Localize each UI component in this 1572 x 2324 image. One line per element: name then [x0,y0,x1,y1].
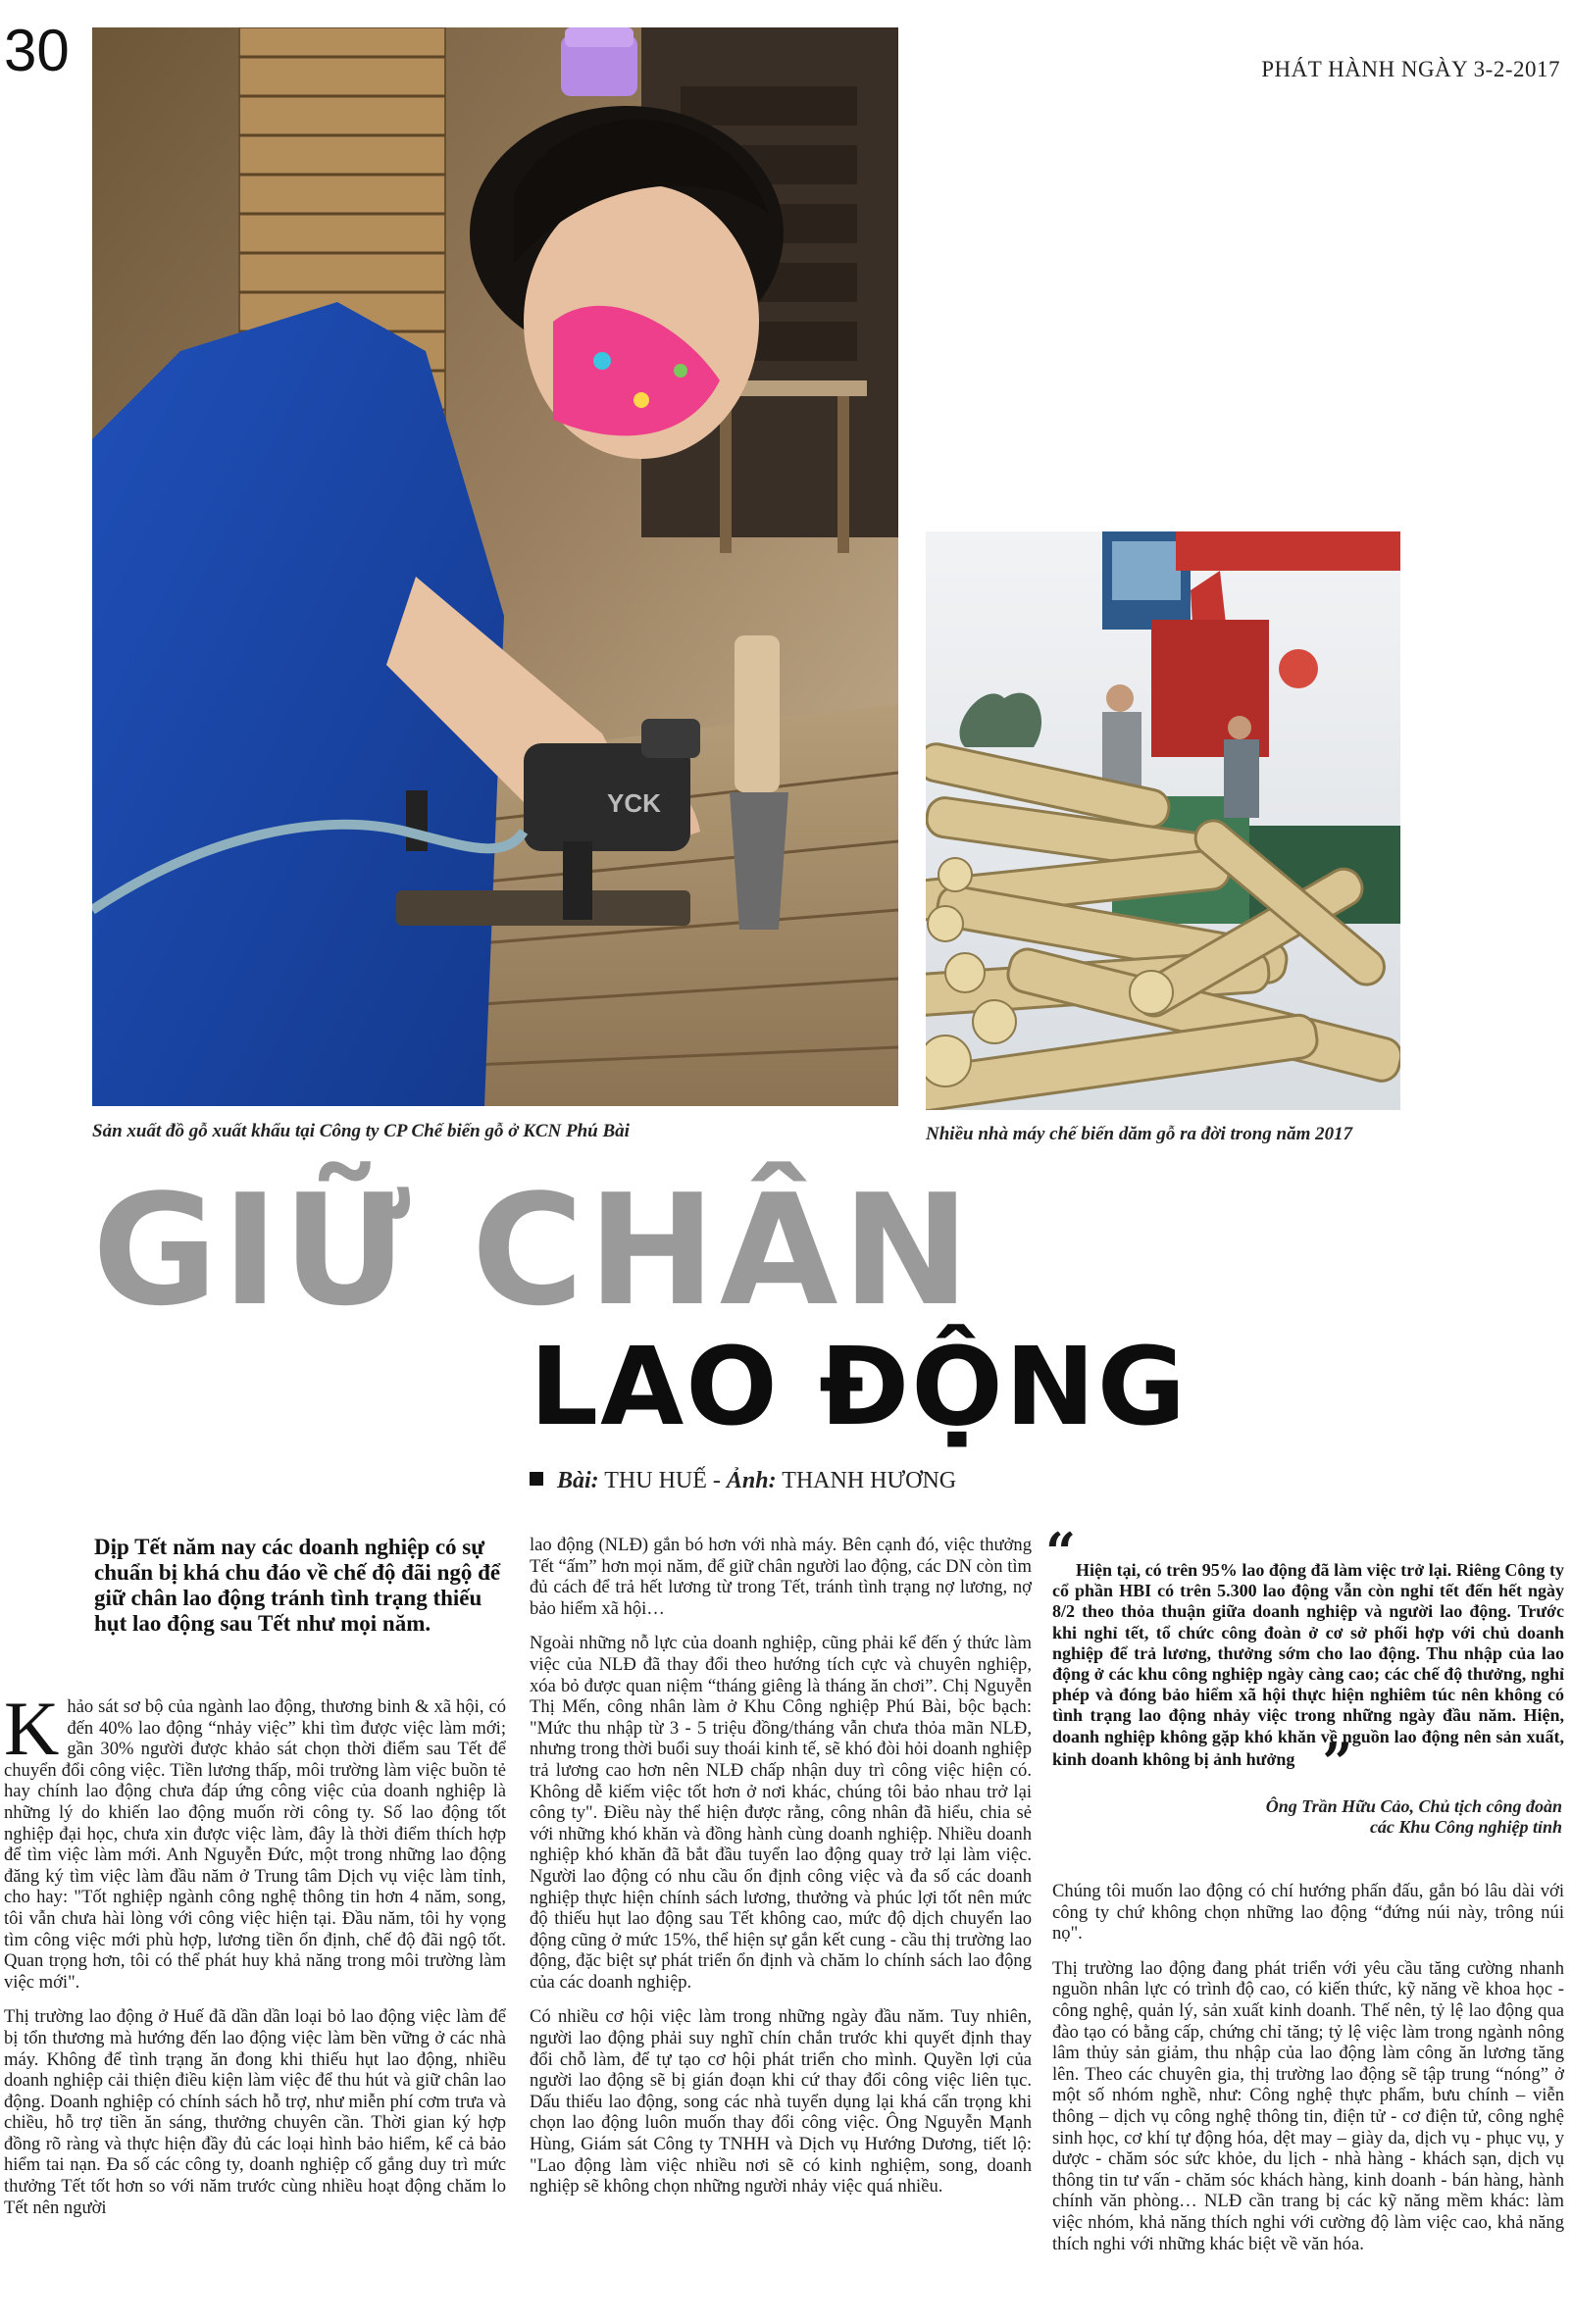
quote-attribution [1052,1796,1562,1838]
drop-cap: K [4,1686,60,1771]
page-number: 30 [4,18,70,83]
headline-line-2: LAO ĐỘNG [530,1324,1189,1449]
main-photo [92,27,898,1106]
byline-separator: - [706,1468,727,1493]
column-1 [4,1686,506,2232]
byline [530,1468,956,1494]
column-3-paragraph-2: Thị trường lao động đang phát triển với yêu cầu tăng cường nhanh nguồn nhân lực có trình độ cao, có kiến thức, kỹ năng về khoa học - công nghệ, quản lý, sản xuất kinh doanh. Thế nên, tỷ lệ lao động qua đào tạo có bằng cấp, chứng chỉ tăng; tỷ lệ việc làm trong ngành nông lâm thủy sản giảm, thu nhập của lao động làm công ăn lương tăng lên. Theo các chuyên gia, thị trường lao động sẽ tập trung “nóng” ở một số nhóm nghề, như: Công nghệ thực phẩm, bưu chính – viễn thông – dịch vụ công nghệ thông tin, điện tử - cơ điện tử, công nghệ sinh học, cơ khí tự động hóa, dệt may – giày da, dịch vụ - phục vụ, y dược - chăm sóc sức khỏe, du lịch - nhà hàng - khách sạn, dịch vụ thông tin tư vấn - chăm sóc khách hàng, kinh doanh - bán hàng, hành chính văn phòng… NLĐ cần trang bị các kỹ năng mềm khác: làm việc nhóm, khả năng thích nghi với cường độ làm việc cao, khả năng thích nghi với những khác biệt về văn hóa. [1052,1957,1564,2254]
column-1-paragraph-1 [4,1686,506,1993]
nailgun-brand: YCK [607,788,661,818]
byline-photographer: THANH HƯƠNG [782,1468,957,1493]
column-1-paragraph-1-text: hảo sát sơ bộ của ngành lao động, thương binh & xã hội, có đến 40% lao động “nhảy việc” khi tìm được việc làm mới; gần 30% người được khảo sát chọn thời điểm sau Tết để chuyển đổi công việc. Tiền lương thấp, môi trường làm việc buồn tẻ hay chính lao động chưa đáp ứng công việc của doanh nghiệp là những lý do khiến lao động muốn rời công ty. Số lao động tốt nghiệp đại học, chưa xin được việc làm, đây là thời điểm thích hợp để tìm việc làm mới. Anh Nguyễn Đức, một trong những lao động đăng ký tìm việc làm đầu năm ở Trung tâm Dịch vụ việc làm tỉnh, cho hay: "Tốt nghiệp ngành công nghệ thông tin hơn 4 năm, song, tôi vẫn chưa hài lòng với công việc hiện tại. Đầu năm, tôi hy vọng tìm công việc mới phù hợp, lương tiền ổn định, chế độ đãi ngộ tốt. Quan trọng hơn, tôi có thể phát huy khả năng trong môi trường làm việc mới". [4,1696,506,1993]
column-2 [530,1535,1032,2211]
column-2-paragraph-1: lao động (NLĐ) gắn bó hơn với nhà máy. Bên cạnh đó, việc thưởng Tết “ấm” hơn mọi năm, để giữ chân người lao động, các DN còn tìm đủ cách để trả hết lương từ trong Tết, tránh tình trạng nợ lương, nợ bảo hiểm xã hội… [530,1535,1032,1619]
main-photo-illustration [92,27,898,1106]
quote-open-mark: “ [1045,1521,1077,1584]
pull-quote-body [1052,1535,1564,1794]
side-photo [926,531,1400,1110]
column-2-paragraph-2: Ngoài những nỗ lực của doanh nghiệp, cũng phải kể đến ý thức làm việc của NLĐ đã thay đổi theo hướng tích cực và chuyên nghiệp, xóa bỏ được quan niệm “tháng giêng là tháng ăn chơi”. Chị Nguyễn Thị Mến, công nhân làm ở Khu Công nghiệp Phú Bài, bộc bạch: "Mức thu nhập từ 3 - 5 triệu đồng/tháng vẫn chưa thỏa mãn NLĐ, nhưng trong thời buổi suy thoái kinh tế, sẽ khó đòi hỏi doanh nghiệp trả lương cao hơn nên NLĐ chấp nhận duy trì công việc hiện có. Không dễ kiếm việc tốt hơn ở nơi khác, chúng tôi bảo nhau trở lại công ty". Điều này thể hiện được rằng, công nhân đã hiểu, chia sẻ với những khó khăn và đồng hành cùng doanh nghiệp. Nhiều doanh nghiệp khó khăn đã bắt đầu tuyển lao động quay trở lại làm việc. Người lao động có nhu cầu ổn định công việc và đa số các doanh nghiệp thực hiện chính sách lương, thưởng và phúc lợi tốt nên mức độ thiếu hụt lao động sau Tết không cao, mức độ dịch chuyển lao động cũng ở mức 15%, thể hiện sự gắn kết cung - cầu thị trường lao động, đặc biệt sự phát triển ổn định và chăm lo chính sách lao động của các doanh nghiệp. [530,1633,1032,1993]
byline-bullet [530,1472,543,1486]
column-1-paragraph-2: Thị trường lao động ở Huế đã dần dần loại bỏ lao động việc làm để bị tổn thương mà hướng đến lao động việc làm bền vững ở các nhà máy. Không để tình trạng ăn đong khi thiếu hụt lao động, nhiều doanh nghiệp cải thiện điều kiện làm việc để thu hút và giữ chân lao động. Doanh nghiệp có chính sách hỗ trợ, như miễn phí cơm trưa và chiều, hỗ trợ tiền ăn sáng, thưởng chuyên cần. Thời gian ký hợp đồng rõ ràng và thực hiện đầy đủ các loại hình bảo hiểm, kể cả bảo hiểm tai nạn. Đa số các công ty, doanh nghiệp cố gắng duy trì mức thưởng Tết tốt hơn so với năm trước cùng nhiều hoạt động chăm lo Tết nên người [4,2006,506,2218]
side-photo-illustration [926,531,1400,1110]
column-2-paragraph-3: Có nhiều cơ hội việc làm trong những ngày đầu năm. Tuy nhiên, người lao động phải suy nghĩ chín chắn trước khi quyết định thay đổi chỗ làm, để tự tạo cơ hội phát triển cho mình. Quyền lợi của người lao động sẽ bị gián đoạn khi cứ thay đổi công việc liên tục. Dấu thiếu lao động, song các nhà tuyển dụng lại khá cẩn trọng khi chọn lao động luôn muốn thay đổi công việc. Ông Nguyễn Mạnh Hùng, Giám sát Công ty TNHH và Dịch vụ Hướng Dương, tiết lộ: "Lao động làm việc nhiều nơi sẽ có kinh nghiệm, song, doanh nghiệp sẽ không chọn những người nhảy việc quá nhiều. [530,2006,1032,2198]
main-photo-caption: Sản xuất đồ gỗ xuất khẩu tại Công ty CP Chế biến gỗ ở KCN Phú Bài [92,1121,630,1141]
quote-attribution-line-2: các Khu Công nghiệp tỉnh [1369,1817,1562,1837]
lede: Dịp Tết năm nay các doanh nghiệp có sự chuẩn bị khá chu đáo về chế độ đãi ngộ để giữ chân lao động tránh tình trạng thiếu hụt lao động sau Tết như mọi năm. [94,1535,501,1636]
issue-date: PHÁT HÀNH NGÀY 3-2-2017 [1261,57,1560,81]
side-photo-caption: Nhiều nhà máy chế biến dăm gỗ ra đời trong năm 2017 [926,1124,1353,1144]
byline-article-label: Bài: [557,1468,599,1493]
quote-close-mark: ” [1322,1730,1353,1794]
quote-attribution-line-1: Ông Trần Hữu Cảo, Chủ tịch công đoàn [1265,1796,1562,1816]
byline-photo-label: Ảnh: [726,1468,777,1493]
byline-author: THU HUẾ [604,1468,707,1493]
pull-quote [1052,1535,1564,1794]
column-3-paragraph-1: Chúng tôi muốn lao động có chí hướng phấn đấu, gắn bó lâu dài với công ty chứ không chọn những lao động “đứng núi này, trông núi nọ". [1052,1881,1564,1945]
pull-quote-text: Hiện tại, có trên 95% lao động đã làm việc trở lại. Riêng Công ty cổ phần HBI có trên 5.300 lao động vẫn còn nghỉ tết đến hết ngày 8/2 theo thỏa thuận giữa doanh nghiệp và người lao động. Trước khi nghỉ tết, tổ chức công đoàn ở cơ sở phối hợp với chủ doanh nghiệp để trả lương, thưởng sớm cho lao động. Thu nhập của lao động ở các khu công nghiệp ngày càng cao; các chế độ thưởng, nghỉ phép và đóng bảo hiểm xã hội thực hiện nghiêm túc nên không có tình trạng lao động nhảy việc trong những ngày đầu năm. Hiện, doanh nghiệp không gặp khó khăn về nguồn lao động nên sản xuất, kinh doanh không bị ảnh hưởng [1052,1560,1564,1769]
headline-line-1: GIỮ CHÂN [92,1161,975,1339]
column-3 [1052,1881,1564,2268]
